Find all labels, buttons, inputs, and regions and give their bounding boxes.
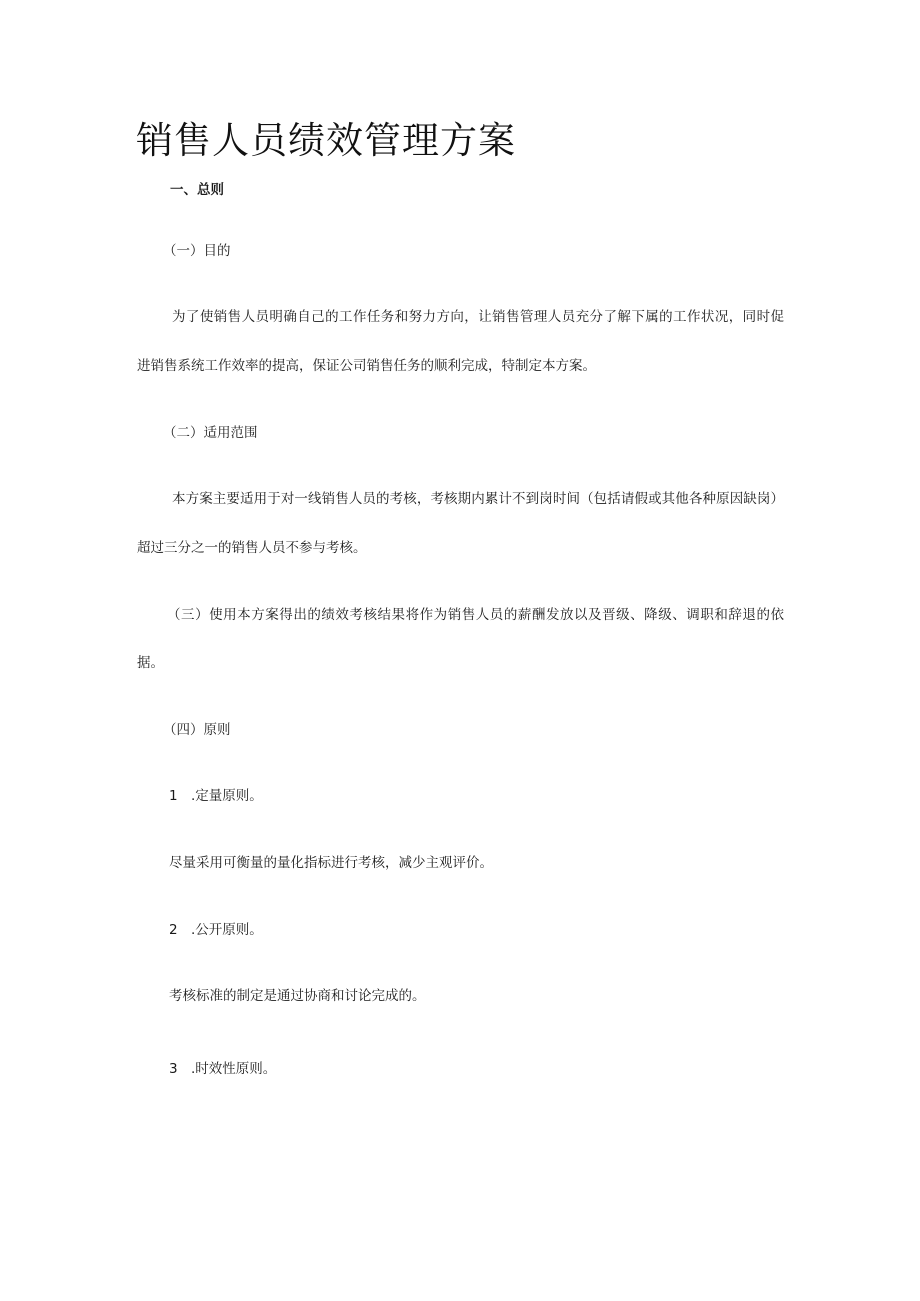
principle-1-number: 1 bbox=[169, 788, 178, 804]
scope-paragraph-line-2: 超过三分之一的销售人员不参与考核。 bbox=[137, 540, 367, 556]
principle-3-number: 3 bbox=[169, 1061, 178, 1077]
document-title: 销售人员绩效管理方案 bbox=[136, 119, 516, 162]
principle-1-label: .定量原则。 bbox=[191, 788, 263, 804]
principle-3-label: .时效性原则。 bbox=[191, 1061, 277, 1077]
subsection-heading-principles: （四）原则 bbox=[163, 722, 231, 738]
subsection-heading-scope: （二）适用范围 bbox=[163, 425, 258, 441]
principle-2-title bbox=[169, 920, 263, 940]
principle-1-description: 尽量采用可衡量的量化指标进行考核，减少主观评价。 bbox=[169, 855, 493, 871]
purpose-paragraph-line-1: 为了使销售人员明确自己的工作任务和努力方向，让销售管理人员充分了解下属的工作状况，同时促 bbox=[172, 309, 784, 325]
usage-paragraph-line-2: 据。 bbox=[137, 655, 164, 671]
section-heading-general: 一、总则 bbox=[170, 182, 224, 198]
principle-2-number: 2 bbox=[169, 922, 178, 938]
principle-3-title bbox=[169, 1059, 276, 1079]
purpose-paragraph-line-2: 进销售系统工作效率的提高，保证公司销售任务的顺利完成，特制定本方案。 bbox=[137, 358, 596, 374]
principle-2-description: 考核标准的制定是通过协商和讨论完成的。 bbox=[169, 988, 426, 1004]
principle-2-label: .公开原则。 bbox=[191, 922, 263, 938]
scope-paragraph-line-1: 本方案主要适用于对一线销售人员的考核，考核期内累计不到岗时间（包括请假或其他各种原因缺岗） bbox=[172, 491, 784, 507]
principle-1-title bbox=[169, 786, 263, 806]
subsection-heading-purpose: （一）目的 bbox=[163, 243, 231, 259]
usage-paragraph-line-1: （三）使用本方案得出的绩效考核结果将作为销售人员的薪酬发放以及晋级、降级、调职和辞退的依 bbox=[167, 607, 784, 623]
